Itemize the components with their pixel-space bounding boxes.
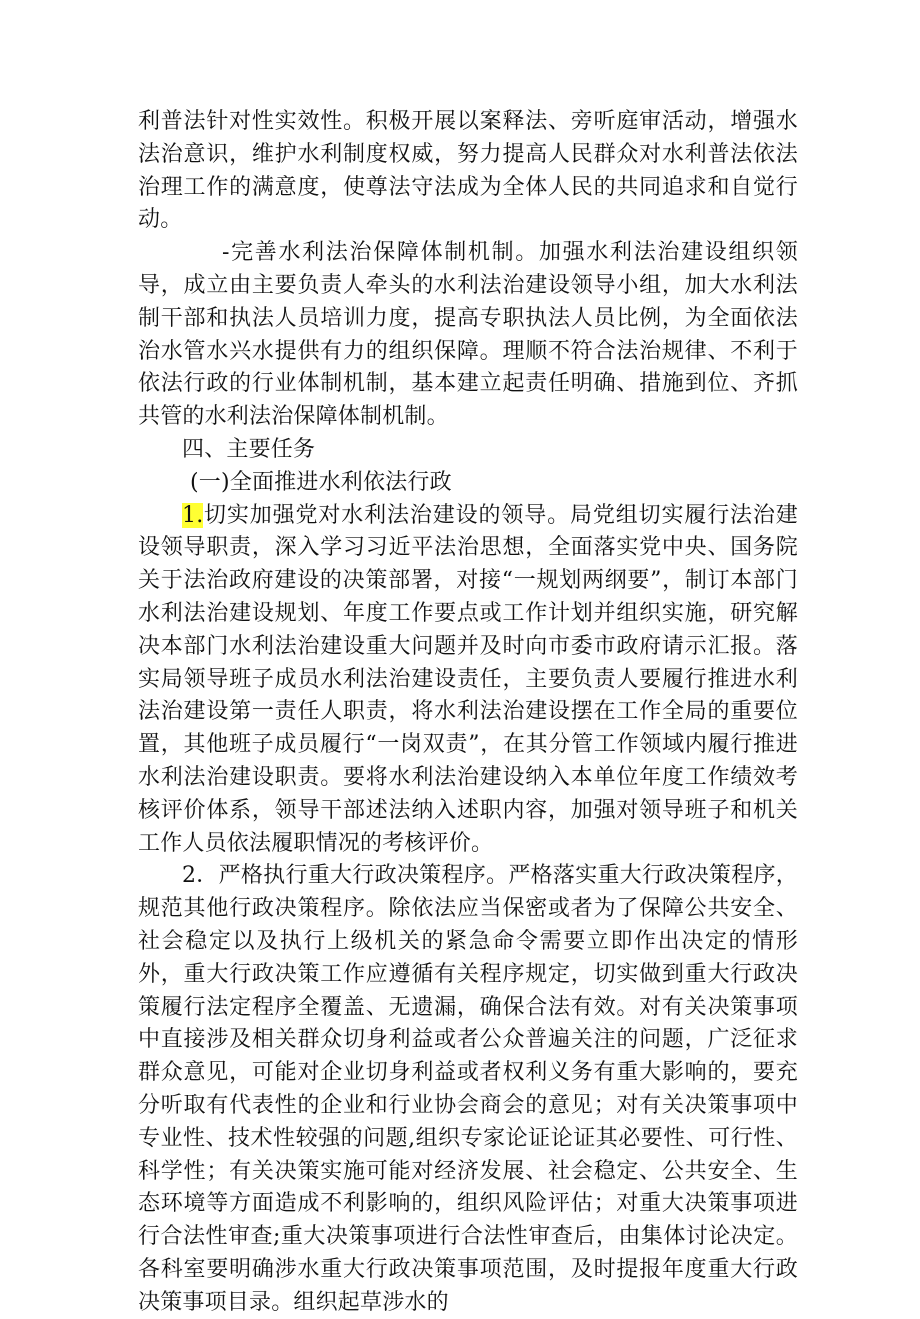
document-body xyxy=(138,106,798,1319)
paragraph-continuation: 利普法针对性实效性。积极开展以案释法、旁听庭审活动，增强水法治意识，维护水利制度权威，努力提高人民群众对水利普法依法治理工作的满意度，使尊法守法成为全体人民的共同追求和自觉行动。 xyxy=(138,109,798,233)
section-heading: 四、主要任务 xyxy=(182,436,316,462)
list-item-1 xyxy=(138,500,798,861)
list-item-1-text: 切实加强党对水利法治建设的领导。局党组切实履行法治建设领导职责，深入学习习近平法治思想，全面落实党中央、国务院关于法治政府建设的决策部署，对接“一规划两纲要”，制订本部门水利法治建设规划、年度工作要点或工作计划并组织实施，研究解决本部门水利法治建设重大问题并及时向市委市政府请示汇报。落实局领导班子成员水利法治建设责任，主要负责人要履行推进水利法治建设第一责任人职责，将水利法治建设摆在工作全局的重要位置，其他班子成员履行“一岗双责”，在其分管工作领域内履行推进水利法治建设职责。要将水利法治建设纳入本单位年度工作绩效考核评价体系，领导干部述法纳入述职内容，加强对领导班子和机关工作人员依法履职情况的考核评价。 xyxy=(138,502,798,856)
highlighted-item-number: 1. xyxy=(182,502,204,528)
subsection-heading: (一)全面推进水利依法行政 xyxy=(190,469,452,495)
paragraph-legal-guarantee: -完善水利法治保障体制机制。加强水利法治建设组织领导，成立由主要负责人牵头的水利法治建设领导小组，加大水利法制干部和执法人员培训力度，提高专职执法人员比例，为全面依法治水管水兴水提供有力的组织保障。理顺不符合法治规律、不利于依法行政的行业体制机制，基本建立起责任明确、措施到位、齐抓共管的水利法治保障体制机制。 xyxy=(138,240,798,430)
list-item-2: 2．严格执行重大行政决策程序。严格落实重大行政决策程序，规范其他行政决策程序。除依法应当保密或者为了保障公共安全、社会稳定以及执行上级机关的紧急命令需要立即作出决定的情形外，重大行政决策工作应遵循有关程序规定，切实做到重大行政决策履行法定程序全覆盖、无遗漏，确保合法有效。对有关决策事项中直接涉及相关群众切身利益或者公众普遍关注的问题，广泛征求群众意见，可能对企业切身利益或者权利义务有重大影响的，要充分听取有代表性的企业和行业协会商会的意见；对有关决策事项中专业性、技术性较强的问题,组织专家论证论证其必要性、可行性、科学性；有关决策实施可能对经济发展、社会稳定、公共安全、生态环境等方面造成不利影响的，组织风险评估；对重大决策事项进行合法性审查;重大决策事项进行合法性审查后，由集体讨论决定。各科室要明确涉水重大行政决策事项范围，及时提报年度重大行政决策事项目录。组织起草涉水的 xyxy=(138,863,798,1315)
